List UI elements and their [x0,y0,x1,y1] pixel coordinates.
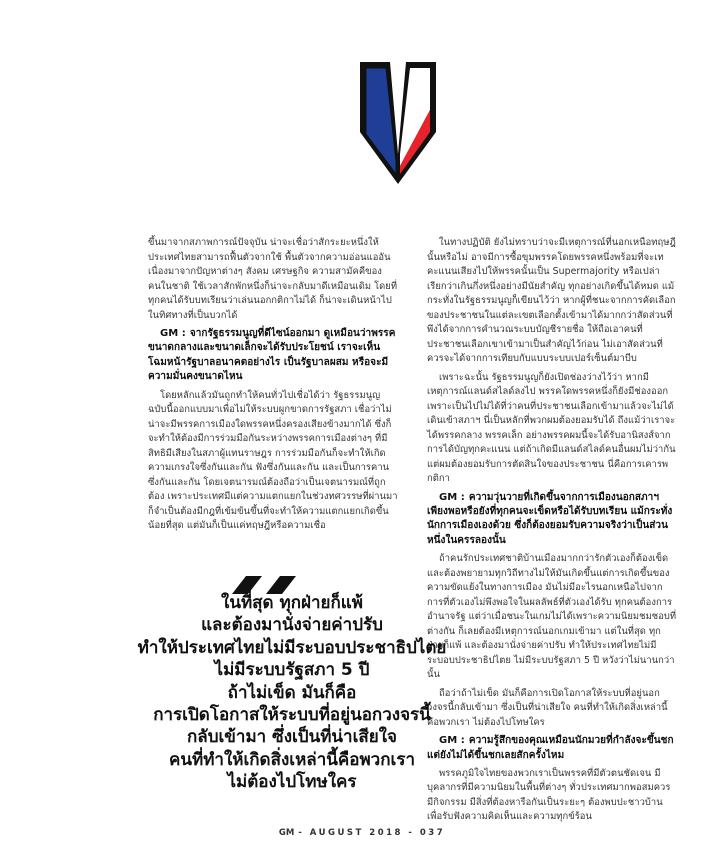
answer-1-paragraph: โดยหลักแล้วมันถูกทำให้คนทั่วไปเชื่อได้ว่า รัฐธรรมนูญฉบับนี้ออกแบบมาเพื่อไม่ให้ระบบผูกขาดการรัฐสภา เชื่อว่าไม่น่าจะมีพรรคการเมืองใดพรรคหนึ่งครองเสียงข้างมากได้ ซึ่งก็จะทำให้ต้องมีการร่วมมือกันระหว่างพรรคการเมืองต่างๆ ที่มีสิทธิมีเสียงในสภาผู้แทนราษฎร การร่วมมือกันก็จะทำให้เกิดความเกรงใจซึ่งกันและกัน ฟังซึ่งกันและกัน และเป็นการคานซึ่งกันและกัน โดยเจตนารมณ์ต้องถือว่าเป็นเจตนารมณ์ที่ถูกต้อง เพราะประเทศมีแต่ความแตกแยกในช่วงทศวรรษที่ผ่านมา ก็จำเป็นต้องมีกฎที่เข้มข้นขึ้นที่จะทำให้ความแตกแยกเกิดขึ้นน้อยที่สุด แต่มันก็เป็นแค่ทฤษฎีหรือความเชื่อ [148,389,398,532]
question-3-gm: GM : [439,735,465,747]
left-column [148,236,398,538]
pull-quote-line: และต้องมานั่งจ่ายค่าปรับ [201,615,383,636]
paragraph-2: เพราะฉะนั้น รัฐธรรมนูญก็ยังเปิดช่องว่างไว้ว่า หากมีเหตุการณ์แลนด์สไลด์ลงไป พรรคใดพรรคหนึ่งก็ยังมีช่องออกเพราะเป็นไปไม่ได้ที่ว่าคนที่ประชาชนเลือกเข้ามาแล้วจะไม่ได้เดินเข้าสภาฯ นี่เป็นหลักที่พวกผมต้องยอมรับได้ ถึงแม้ว่าเราจะได้พรรคกลาง พรรคเล็ก อย่างพรรคผมนี้จะได้รับอานิสงส์จากการได้บัญทุกคะแนน แต่ถ้าเกิดมีแลนด์สไลด์คนอื่นผมไม่ว่ากัน แต่ผมต้องยอมรับการตัดสินใจของประชาชน นี่คือการเคารพกติกา [427,371,676,484]
intro-paragraph: ขึ้นมาจากสภาพการณ์ปัจจุบัน น่าจะเชื่อว่าสักระยะหนึ่งให้ประเทศไทยสามารถฟื้นตัวจากใช้ พื้นตัวจากความอ่อนแออันเนื่องมาจากปัญหาต่างๆ สังคม เศรษฐกิจ ความสามัคคีของคนในชาติ ใช้เวลาสักพักหนึ่งก็น่าจะกลับมาดีเหมือนเดิม โดยที่ทุกคนได้รับบทเรียนว่าเล่นนอกกติกาไม่ได้ ก็น่าจะเดินหน้าไปในทิศทางที่เป็นบวกได้ [148,237,398,321]
question-1-gm: GM : [160,328,186,339]
gm-chevron-logo [356,58,440,188]
pull-quote-line: ในที่สุด ทุกฝ่ายก็แพ้ [221,593,363,613]
footer-text: - AUGUST 2018 - 037 [298,828,446,838]
pull-quote-line: ถ้าไม่เข็ด มันก็คือ [227,682,357,703]
question-2-text: ความวุ่นวายที่เกิดขึ้นจากการเมืองนอกสภาฯ เพียงพอหรือยังที่ทุกคนจะเข็ดหรือได้รับบทเรียน แม้กระทั่งนักการเมืองเองด้วย ซึ่งก็ต้องยอมรับความจริงว่าเป็นส่วนหนึ่งในครรลองนั้น [427,491,673,546]
answer-3-paragraph: พรรคภูมิใจไทยของพวกเราเป็นพรรคที่มีตัวตนชัดเจน มีบุคลากรที่มีความนิยมในพื้นที่ต่างๆ ทั่วประเทศมากพอสมควร มีกิจกรรม มีสิ่งที่ต้องหารือกันเป็นระยะๆ ต้องพบปะชาวบ้านเพื่อรับฟังความคิดเห็นและความทุกข์ร้อน [427,767,671,823]
pull-quote-line: ไม่มีระบบรัฐสภา 5 ปี [214,660,370,681]
pull-quote-line: การเปิดโอกาสให้ระบบที่อยู่นอกวงจรนี้ [153,705,431,726]
pull-quote-line: ทำให้ประเทศไทยไม่มีระบอบประชาธิปไตย [137,637,447,658]
pull-quote-line: กลับเข้ามา ซึ่งเป็นที่น่าเสียใจ [187,727,397,748]
pull-quote [112,592,472,794]
question-3-text: ความรู้สึกของคุณเหมือนนักมวยที่กำลังจะขึ้นชก แต่ยังไม่ได้ขึ้นชกเลยสักครั้งไหม [427,735,674,761]
question-1 [148,327,398,385]
page-footer [0,828,724,838]
question-1-text: จากรัฐธรรมนูญที่ดีไซน์ออกมา ดูเหมือนว่าพรรคขนาดกลางและขนาดเล็กจะได้รับประโยชน์ เราจะเห็นโฉมหน้ารัฐบาลอนาคตอย่างไร เป็นรัฐบาลผสม หรือจะมีความมั่นคงขนาดไหน [148,328,396,383]
question-2 [427,491,677,549]
question-2-gm: GM : [439,491,465,503]
answer-2-paragraph: ถ้าคนรักประเทศชาติบ้านเมืองมากกว่ารักตัวเองก็ต้องเข็ด และต้องพยายามทุกวิถีทางไม่ให้มันเกิดขึ้นแต่การเกิดขึ้นของความขัดแย้งในทางการเมือง มันไม่มีอะไรนอกเหนือไปจากการที่ตัวเองไม่พึงพอใจในผลลัพธ์ที่ตัวเองได้รับ ทุกคนต้องการอำนาจรัฐ แต่ว่าเมื่อชนะในเกมไม่ได้เพราะความนิยมชมชอบที่ต่างกัน ก็เลยต้องมีเหตุการณ์นอกเกมเข้ามา แต่ในที่สุด ทุกฝ่ายก็แพ้ และต้องมานั่งจ่ายค่าปรับ ทำให้ประเทศไทยไม่มีระบอบประชาธิปไตย ไม่มีระบบรัฐสภา 5 ปี หวังว่าไม่นานกว่านั้น [427,553,677,681]
pull-quote-line: คนที่ทำให้เกิดสิ่งเหล่านี้คือพวกเรา [169,749,415,770]
pull-quote-line: ไม่ต้องไปโทษใคร [227,772,357,793]
paragraph-1: ในทางปฏิบัติ ยังไม่ทราบว่าจะมีเหตุการณ์ที่นอกเหนือทฤษฎีนั้นหรือไม่ อาจมีการซื้อขุมพรรคโดยพรรคหนึ่งพร้อมที่จะเทคะแนนเสียงไปให้พรรคนั้นเป็น Supermajority หรือเปล่า เรียกว่าเกินกึ่งหนึ่งอย่างมีนัยสำคัญ ทุกอย่างเกิดขึ้นได้หมด แม้กระทั่งในรัฐธรรมนูญก็เขียนไว้ว่า หากผู้ที่ชนะจากการคัดเลือกของประชาชนในแต่ละเขตเลือกตั้งเข้ามาได้มากกว่าสัดส่วนที่พึงได้จากการคำนวณระบบบัญชีรายชื่อ ให้ถือเอาคนที่ประชาชนเลือกเขาเข้ามาเป็นสำคัญไว้ก่อน ไม่เอาสัดส่วนที่ควรจะได้จากการเทียบกับแบบระบบเปอร์เซ็นต์มาบีบ [427,237,676,364]
footer-gm: GM [278,828,295,838]
answer-2b-paragraph: ถือว่าถ้าไม่เข็ด มันก็คือการเปิดโอกาสให้ระบบที่อยู่นอกวงจรนี้กลับเข้ามา ซึ่งเป็นที่น่าเสียใจ คนที่ทำให้เกิดสิ่งเหล่านี้คือพวกเรา ไม่ต้องไปโทษใคร [427,687,668,728]
